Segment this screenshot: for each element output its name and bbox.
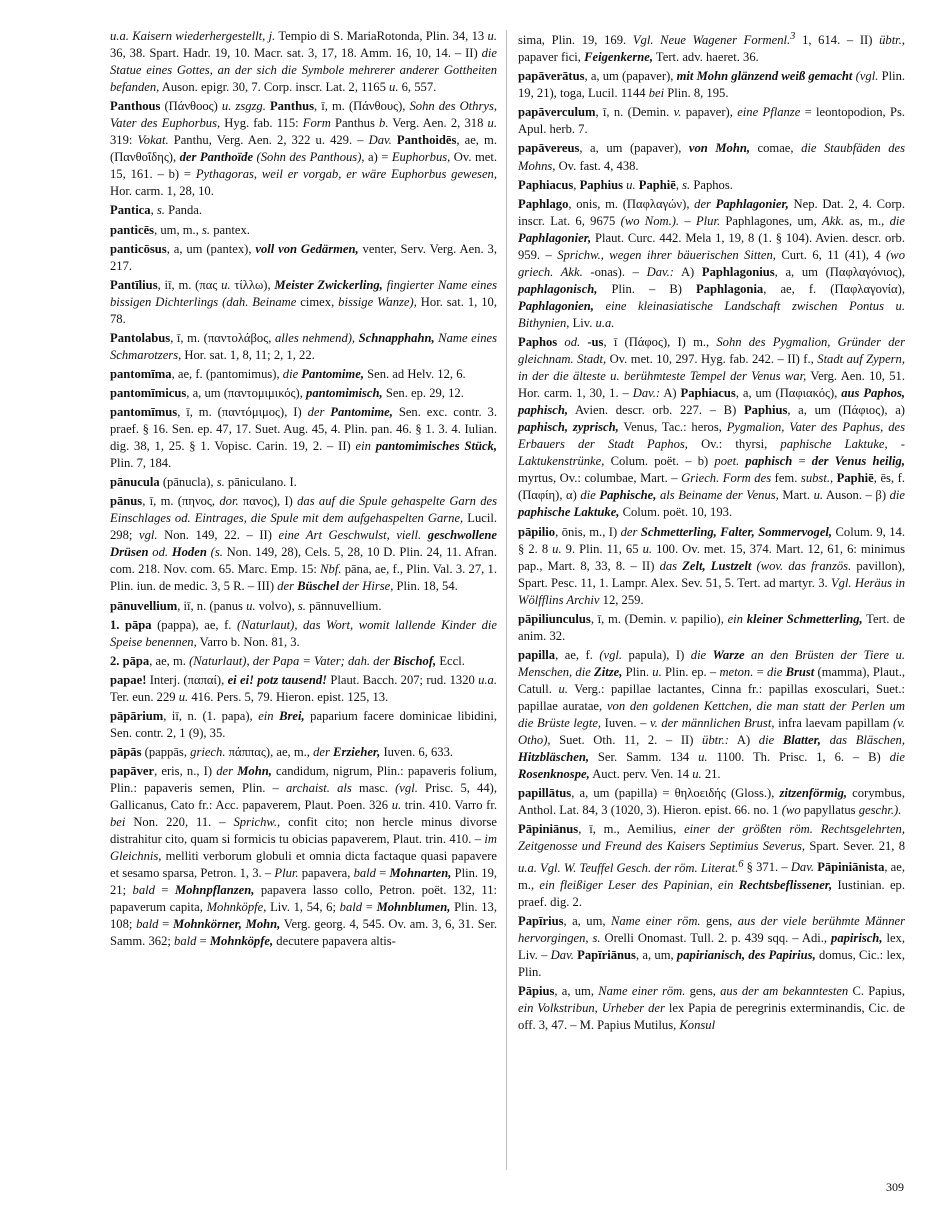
dictionary-entry: Pantīlius, iī, m. (πας u. τίλλω), Meister Zwickerling, fingierter Name eines bissigen Dichterlings (dah. Beiname cimex, bissige Wanze), Hor. sat. 1, 10, 78. bbox=[110, 277, 497, 326]
dictionary-entry: pantomīmicus, a, um (παντομιμικός), pantomimisch, Sen. ep. 29, 12. bbox=[110, 385, 464, 400]
dictionary-entry: pānucula (pānucla), s. pāniculano. I. bbox=[110, 475, 297, 490]
dictionary-entry: papillātus, a, um (papilla) = θηλοειδής (Gloss.), zitzenförmig, corymbus, Anthol. Lat. 84, 3 (1020, 3). Hieron. epist. 66. no. 1 (wo papyllatus geschr.). bbox=[518, 786, 905, 818]
dictionary-entry: 1. pāpa (pappa), ae, f. (Naturlaut), das Wort, womit lallende Kinder die Speise benennen, Varro b. Non. 81, 3. bbox=[110, 617, 498, 649]
dictionary-entry: papāverculum, ī, n. (Demin. v. papaver), eine Pflanze = leontopodion, Ps. Apul. herb. 7. bbox=[518, 105, 906, 137]
dictionary-entry: 2. pāpa, ae, m. (Naturlaut), der Papa = Vater; dah. der Bischof, Eccl. bbox=[110, 653, 465, 668]
column-divider bbox=[506, 30, 507, 1170]
dictionary-entry: Pāpiniānus, ī, m., Aemilius, einer der größten röm. Rechtsgelehrten, Zeitgenosse und Freund des Kaisers Septimius Severus, Spart. Sever. 21, 8 u.a. Vgl. W. Teuffel Gesch. der röm. Literat.$^6$ § 371. – Dav. Pāpiniānista, ae, m., ein fleißiger Leser des Papinian, ein Rechtsbeflissener, Iustinian. ep. praef. dig. 2. bbox=[518, 822, 906, 909]
dictionary-entry: Paphlago, onis, m. (Παφλαγών), der Paphlagonier, Nep. Dat. 2, 4. Corp. inscr. Lat. 6, 9675 (wo Nom.). – Plur. Paphlagones, um, Akk. as, m., die Paphlagonier, Plaut. Curc. 442. Mela 1, 19, 8 (1. § 104). Avien. descr. orb. 959. – Sprichw., wegen ihrer bäuerischen Sitten, Curt. 6, 11 (41), 4 (wo griech. Akk. -onas). – Dav.: A) Paphlagonius, a, um (Παφλαγόνιος), paphlagonisch, Plin. – B) Paphlagonia, ae, f. (Παφλαγονία), Paphlagonien, eine kleinasiatische Landschaft zwischen Pontus u. Bithynien, Liv. u.a. bbox=[518, 196, 906, 330]
left-column bbox=[110, 28, 497, 952]
dictionary-entry: pānus, ī, m. (πηνος, dor. πανος), I) das auf die Spule gehaspelte Garn des Einschlages od. Eintrages, die Spule mit dem aufgehaspelten Garne, Lucil. 298; vgl. Non. 149, 22. – II) eine Art Geschwulst, viell. geschwollene Drüsen od. Hoden (s. Non. 149, 28), Cels. 5, 28, 10 D. Plin. 24, 11. Afran. com. 218. Nov. com. 65. Marc. Emp. 15: Nbf. pāna, ae, f., Plin. Val. 3. 27, 1. Plin. iun. de medic. 3, 5 R. – III) der Büschel der Hirse, Plin. 18, 54. bbox=[110, 494, 498, 594]
dictionary-entry: u.a. Kaisern wiederhergestellt, j. Tempio di S. MariaRotonda, Plin. 34, 13 u. 36, 38. Spart. Hadr. 19, 10. Macr. sat. 3, 17, 18. Amm. 16, 10, 14. – II) die Statue eines Gottes, an der sich die Symbole mehrerer anderer Gottheiten befanden, Auson. epigr. 30, 7. Corp. inscr. Lat. 2, 1165 u. 6, 557. bbox=[110, 29, 497, 95]
dictionary-entry: Papīrius, a, um, Name einer röm. gens, aus der viele berühmte Männer hervorgingen, s. Orelli Onomast. Tull. 2. p. 439 sqq. – Adi., papirisch, lex, Liv. – Dav. Papīriānus, a, um, papirianisch, des Papirius, domus, Cic.: lex, Plin. bbox=[518, 913, 906, 979]
dictionary-entry: pantomīmus, ī, m. (παντόμιμος), I) der Pantomime, Sen. exc. contr. 3. praef. § 16. Sen. ep. 47, 17. Suet. Aug. 45, 4. Plin. pan. 46. § 1. 3. 4. Iulian. dig. 38, 1, 25. § 1. Vopisc. Carin. 19, 2. – II) ein pantomimisches Stück, Plin. 7, 184. bbox=[110, 404, 497, 471]
dictionary-entry: Pāpius, a, um, Name einer röm. gens, aus der am bekanntesten C. Papius, ein Volkstribun, Urheber der lex Papia de peregrinis exterminandis, Cic. de off. 3, 47. – M. Papius Mutilus, Konsul bbox=[518, 983, 905, 1032]
dictionary-entry: Pantica, s. Panda. bbox=[110, 203, 203, 218]
dictionary-entry: pāpās (pappās, griech. πάππας), ae, m., der Erzieher, Iuven. 6, 633. bbox=[110, 744, 454, 759]
dictionary-entry: pantomīma, ae, f. (pantomimus), die Pantomime, Sen. ad Helv. 12, 6. bbox=[110, 366, 466, 381]
dictionary-entry: papāvereus, a, um (papaver), von Mohn, comae, die Staubfäden des Mohns, Ov. fast. 4, 438. bbox=[518, 141, 905, 173]
dictionary-entry: Paphiacus, Paphius u. Paphiē, s. Paphos. bbox=[518, 177, 733, 192]
dictionary-entry: panticōsus, a, um (pantex), voll von Gedärmen, venter, Serv. Verg. Aen. 3, 217. bbox=[110, 241, 497, 273]
dictionary-entry: papāverātus, a, um (papaver), mit Mohn glänzend weiß gemacht (vgl. Plin. 19, 21), toga, Lucil. 1144 bei Plin. 8, 195. bbox=[518, 69, 906, 101]
page-number: 309 bbox=[886, 1180, 904, 1194]
dictionary-entry: papāver, eris, n., I) der Mohn, candidum, nigrum, Plin.: papaveris folium, Plin.: papaveris semen, Plin. – archaist. als masc. (vgl. Prisc. 5, 44), Gallicanus, Cato fr.: Acc. papaverem, Plaut. Poen. 326 u. trin. 410. Varro fr. bei Non. 220, 11. – Sprichw., confit cito; non hercle minus divorse distrahitur cito, quam si formicis tu obicias papaverem, Plaut. trin. 410. – im Gleichnis, melliti verborum globuli et omnia dicta factaque quasi papavere et sesamo sparsa, Petron. 1, 3. – Plur. papavera, bald = Mohnarten, Plin. 19, 21; bald = Mohnpflanzen, papavera lasso collo, Petron. poët. 132, 11: papaverum capita, Mohnköpfe, Liv. 1, 54, 6; bald = Mohnblumen, Plin. 13, 108; bald = Mohnkörner, Mohn, Verg. georg. 4, 545. Ov. am. 3, 6, 31. Ser. Samm. 362; bald = Mohnköpfe, decutere papavera altis- bbox=[110, 763, 498, 949]
dictionary-entry: pāpārium, iī, n. (1. papa), ein Brei, paparium facere dominicae libidini, Sen. contr. 2, 1 (9), 35. bbox=[110, 708, 497, 740]
dictionary-entry: sima, Plin. 19, 169. Vgl. Neue Wagener Formenl.$^3$ 1, 614. – II) übtr., papaver fici, Feigenkerne, Tert. adv. haeret. 36. bbox=[518, 31, 905, 65]
dictionary-entry: papilla, ae, f. (vgl. papula), I) die Warze an den Brüsten der Tiere u. Menschen, die Zitze, Plin. u. Plin. ep. – meton. = die Brust (mamma), Plaut., Catull. u. Verg.: papillae lactantes, Cinna fr.: papillas exosculari, Suet.: papillae auratae, von den goldenen Kettchen, die man statt der Perlen um die Brüste legte, Iuven. – v. der männlichen Brust, infra laevam papillam (v. Otho), Suet. Oth. 11, 2. – II) übtr.: A) die Blatter, das Bläschen, Hitzbläschen, Ser. Samm. 134 u. 1100. Th. Prisc. 1, 6. – B) die Rosenknospe, Auct. perv. Ven. 14 u. 21. bbox=[518, 647, 906, 782]
dictionary-entry: papae! Interj. (παπαί), ei ei! potz tausend! Plaut. Bacch. 207; rud. 1320 u.a. Ter. eun. 229 u. 416. Pers. 5, 79. Hieron. epist. 125, 13. bbox=[110, 672, 497, 704]
dictionary-entry: panticēs, um, m., s. pantex. bbox=[110, 222, 250, 237]
dictionary-entry: pāpiliunculus, ī, m. (Demin. v. papilio), ein kleiner Schmetterling, Tert. de anim. 32. bbox=[518, 611, 906, 643]
dictionary-entry: pānuvellium, iī, n. (panus u. volvo), s. pānnuvellium. bbox=[110, 598, 382, 613]
dictionary-entry: Paphos od. -us, ī (Πάφος), I) m., Sohn des Pygmalion, Gründer der gleichnam. Stadt, Ov. met. 10, 297. Hyg. fab. 242. – II) f., Stadt auf Zypern, in der die älteste u. berühmteste Tempel der Venus war, Verg. Aen. 10, 51. Hor. carm. 1, 30, 1. – Dav.: A) Paphiacus, a, um (Παφιακός), aus Paphos, paphisch, Avien. descr. orb. 227. – B) Paphius, a, um (Πάφιος), a) paphisch, zyprisch, Venus, Tac.: heros, Pygmalion, Vater des Paphus, des Erbauers der Stadt Paphos, Ov.: thyrsi, paphische Laktuke, -Laktukenstrünke, Colum. poët. – b) poet. paphisch = der Venus heilig, myrtus, Ov.: columbae, Mart. – Griech. Form des fem. subst., Paphiē, ēs, f. (Παφίη), α) die Paphische, als Beiname der Venus, Mart. u. Auson. – β) die paphische Laktuke, Colum. poët. 10, 193. bbox=[518, 334, 906, 520]
dictionary-entry: pāpilio, ōnis, m., I) der Schmetterling, Falter, Sommervogel, Colum. 9, 14. § 2. 8 u. 9. Plin. 11, 65 u. 100. Ov. met. 15, 374. Mart. 12, 61, 6: minimus pap., Mart. 8, 33, 8. – II) das Zelt, Lustzelt (wov. das französ. pavillon), Spart. Pesc. 11, 1. Lampr. Alex. Sev. 51, 5. Tert. ad martyr. 3. Vgl. Heräus in Wölfflins Archiv 12, 259. bbox=[518, 524, 905, 607]
dictionary-entry: Panthous (Πάνθοος) u. zsgzg. Panthus, ī, m. (Πάνθους), Sohn des Othrys, Vater des Euphorbus, Hyg. fab. 115: Form Panthus b. Verg. Aen. 2, 318 u. 319: Vokat. Panthu, Verg. Aen. 2, 322 u. 429. – Dav. Panthoidēs, ae, m. (Πανθοΐδης), der Panthoïde (Sohn des Panthous), a) = Euphorbus, Ov. met. 15, 161. – b) = Pythagoras, weil er vorgab, er wäre Euphorbus gewesen, Hor. carm. 1, 28, 10. bbox=[110, 99, 498, 199]
right-column bbox=[518, 28, 905, 1036]
dictionary-entry: Pantolabus, ī, m. (παντολάβος, alles nehmend), Schnapphahn, Name eines Schmarotzers, Hor. sat. 1, 8, 11; 2, 1, 22. bbox=[110, 330, 497, 362]
